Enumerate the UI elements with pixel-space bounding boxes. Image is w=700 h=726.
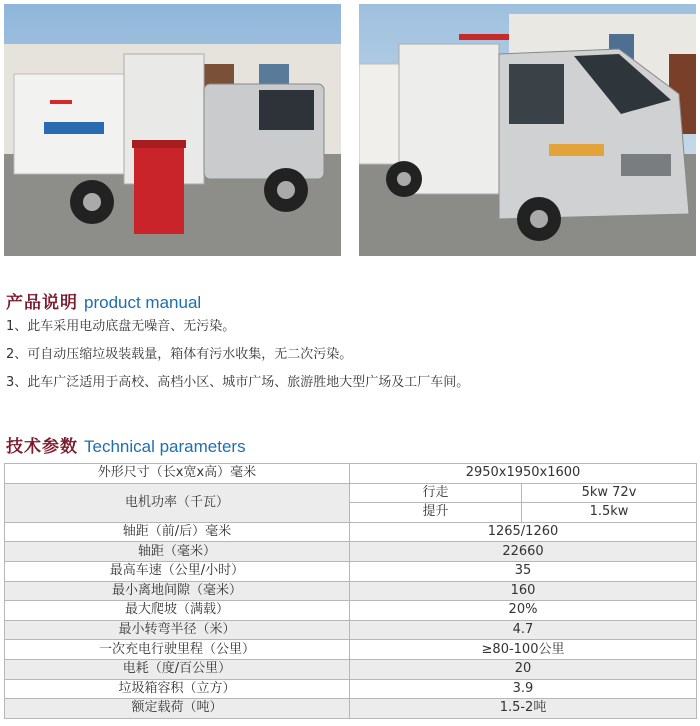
param-value: ≥80-100公里 (350, 640, 697, 660)
param-value: 4.7 (350, 620, 697, 640)
param-value: 35 (350, 561, 697, 581)
technical-parameters-table (4, 463, 697, 719)
param-label: 电机功率（千瓦） (5, 483, 350, 522)
param-label: 轴距（前/后）毫米 (5, 522, 350, 542)
param-label: 最小转弯半径（米） (5, 620, 350, 640)
manual-item: 3、此车广泛适用于高校、高档小区、城市广场、旅游胜地大型广场及工厂车间。 (6, 375, 470, 390)
param-sub-value: 5kw 72v (522, 483, 697, 503)
table-row (5, 699, 697, 719)
param-label: 最高车速（公里/小时） (5, 561, 350, 581)
table-row (5, 659, 697, 679)
param-sub-label: 行走 (350, 483, 522, 503)
table-row (5, 464, 697, 484)
param-value: 20 (350, 659, 697, 679)
param-value: 22660 (350, 542, 697, 562)
param-label: 轴距（毫米） (5, 542, 350, 562)
product-manual-heading-en: product manual (84, 293, 202, 312)
param-value: 1.5-2吨 (350, 699, 697, 719)
param-value: 20% (350, 601, 697, 621)
table-row (5, 581, 697, 601)
table-row (5, 601, 697, 621)
param-value: 3.9 (350, 679, 697, 699)
param-sub-label: 提升 (350, 503, 522, 523)
param-value: 2950x1950x1600 (350, 464, 697, 484)
table-row (5, 561, 697, 581)
table-row (5, 679, 697, 699)
param-value: 1265/1260 (350, 522, 697, 542)
table-row (5, 620, 697, 640)
table-row (5, 522, 697, 542)
param-label: 最大爬坡（满载） (5, 601, 350, 621)
truck-photo-side (4, 4, 341, 256)
truck-photo-front (359, 4, 696, 256)
manual-item: 2、可自动压缩垃圾装载量，箱体有污水收集，无二次污染。 (6, 347, 353, 362)
product-manual-list (6, 316, 469, 400)
product-manual-heading-cn: 产品说明 (6, 293, 78, 313)
param-label: 外形尺寸（长x宽x高）毫米 (5, 464, 350, 484)
param-label: 垃圾箱容积（立方） (5, 679, 350, 699)
product-manual-heading (6, 288, 201, 313)
param-sub-value: 1.5kw (522, 503, 697, 523)
manual-item: 1、此车采用电动底盘无噪音、无污染。 (6, 319, 236, 334)
param-label: 电耗（度/百公里） (5, 659, 350, 679)
technical-parameters-heading (6, 432, 246, 457)
param-value: 160 (350, 581, 697, 601)
table-row (5, 483, 697, 503)
technical-parameters-heading-cn: 技术参数 (6, 437, 78, 457)
technical-parameters-heading-en: Technical parameters (84, 437, 246, 456)
table-row (5, 640, 697, 660)
param-label: 额定载荷（吨） (5, 699, 350, 719)
param-label: 一次充电行驶里程（公里） (5, 640, 350, 660)
param-label: 最小离地间隙（毫米） (5, 581, 350, 601)
table-row (5, 542, 697, 562)
